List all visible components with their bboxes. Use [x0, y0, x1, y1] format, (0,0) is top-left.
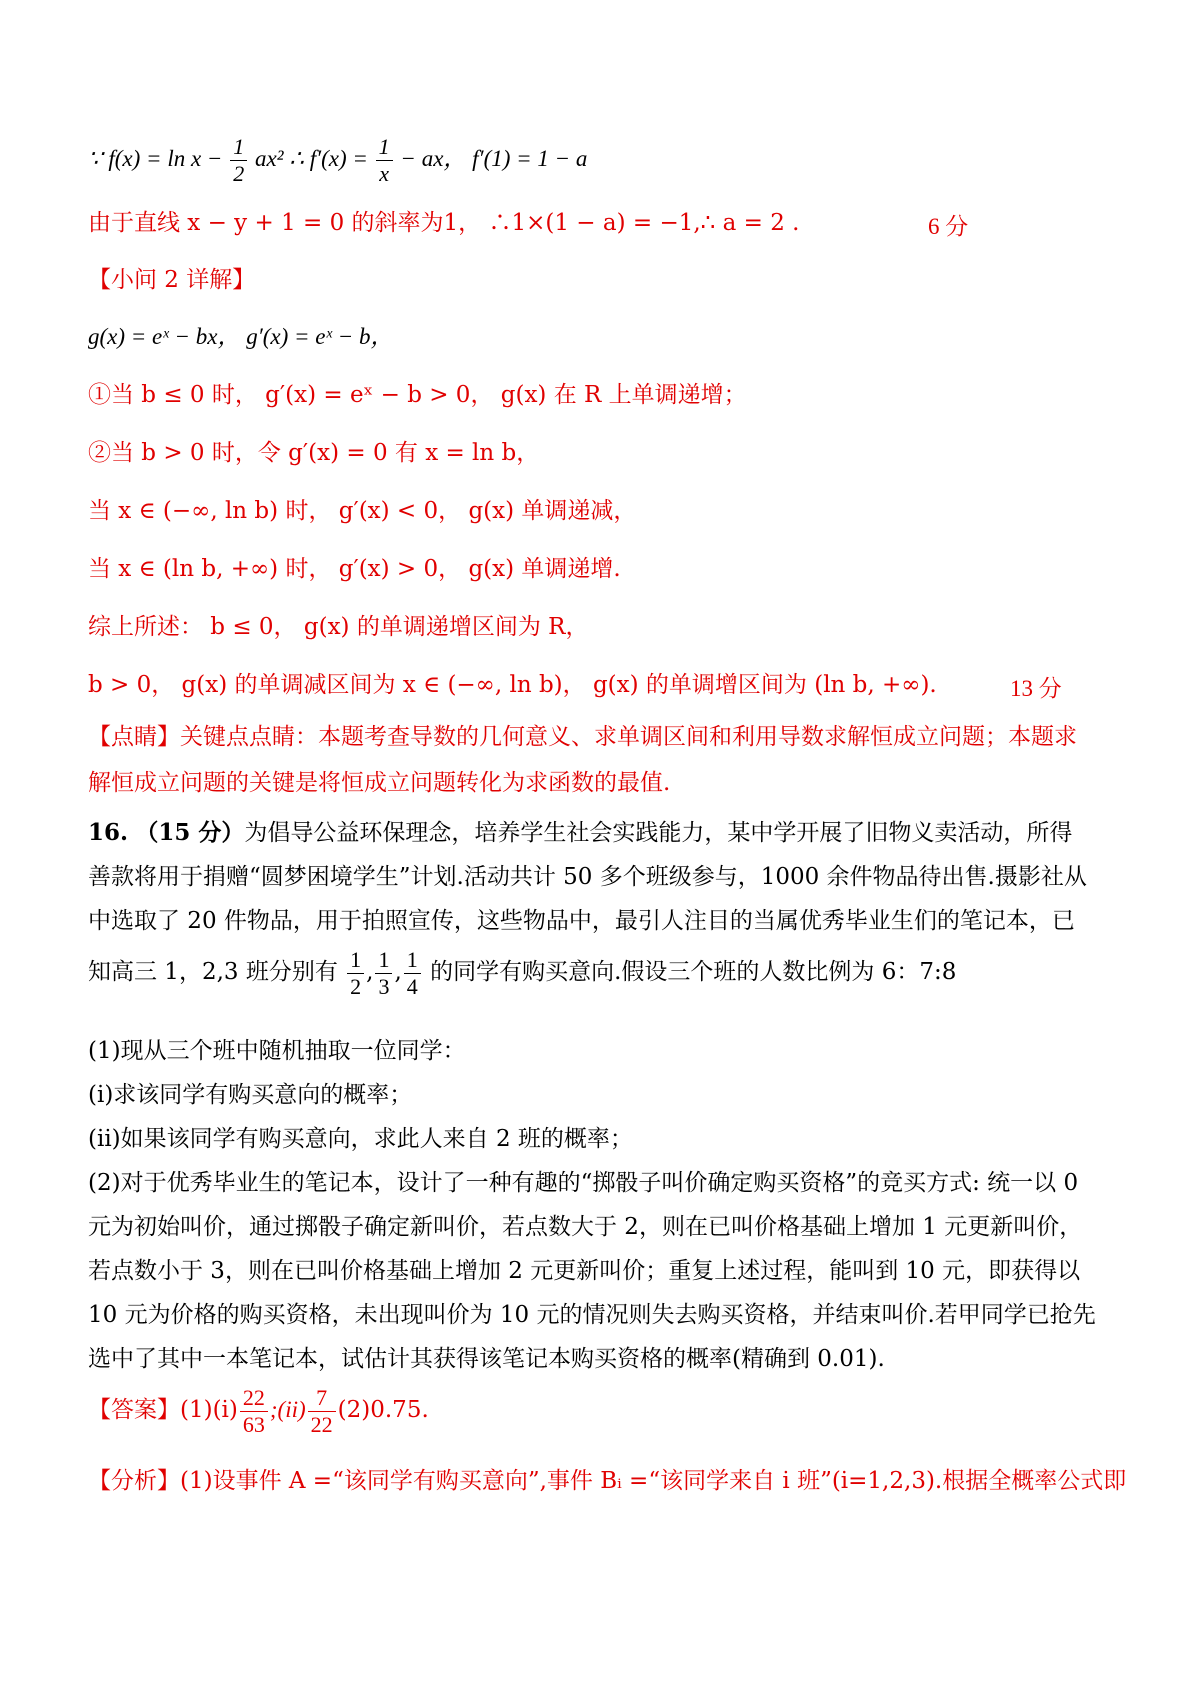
subquestion-2-heading: 【小问 2 详解】 — [88, 267, 256, 293]
case-1: ①当 b ≤ 0 时， g′(x) = eˣ − b > 0， g(x) 在 R 上单调递增； — [88, 382, 747, 408]
question-number: 16. — [88, 819, 129, 846]
case-2: ②当 b > 0 时，令 g′(x) = 0 有 x = ln b， — [88, 440, 540, 466]
question-16-part-1: (1)现从三个班中随机抽取一位同学： — [88, 1038, 466, 1064]
score-13: 13 分 — [1010, 676, 1062, 701]
text-segment: 为倡导公益环保理念，培养学生社会实践能力，某中学开展了旧物义卖活动，所得 — [244, 820, 1073, 846]
score-6: 6 分 — [928, 214, 969, 239]
text-segment: 的同学有购买意向.假设三个班的人数比例为 6：7:8 — [430, 959, 957, 985]
text-segment: ∵ f(x) = ln x − — [88, 145, 223, 171]
question-16-part-2-line-4: 10 元为价格的购买资格，未出现叫价为 10 元的情况则失去购买资格，并结束叫价.若甲同学已抢先 — [88, 1302, 1096, 1328]
summary-line-1: 综上所述： b ≤ 0， g(x) 的单调递增区间为 R， — [88, 614, 589, 640]
text-segment: (1)设事件 A =“该同学有购买意向”,事件 Bᵢ =“该同学来自 i 班”(i=1,2,3).根据全概率公式即 — [180, 1468, 1127, 1494]
g-definition: g(x) = eˣ − bx， g′(x) = eˣ − b， — [88, 324, 394, 349]
question-16-part-2-line-5: 选中了其中一本笔记本，试估计其获得该笔记本购买资格的概率(精确到 0.01). — [88, 1346, 885, 1372]
fraction: $\frac{1}{4}$ — [404, 947, 421, 1000]
question-16-line-4: 知高三 1，2,3 班分别有 $\frac{1}{2}$ , $\frac{1}{3}$ , $\frac{1}{4}$ 的同学有购买意向.假设三个班的人数比例为 6：7:8 — [88, 946, 957, 999]
slope-line: 由于直线 x − y + 1 = 0 的斜率为1， ∴1×(1 − a) = −1,∴ a = 2 . — [88, 210, 800, 236]
derivative-line — [88, 134, 1128, 187]
summary-line-2: b > 0， g(x) 的单调减区间为 x ∈ (−∞, ln b)， g(x) 的单调增区间为 (ln b, +∞). — [88, 672, 937, 698]
text-segment: (2)0.75. — [337, 1397, 429, 1423]
text-segment: ;(ii) — [269, 1397, 306, 1422]
text-segment: − ax， f′(1) = 1 − a — [400, 145, 588, 171]
question-16-part-2-line-3: 若点数小于 3，则在已叫价格基础上增加 2 元更新叫价；重复上述过程，能叫到 10 元，即获得以 — [88, 1258, 1081, 1284]
question-16-part-2-line-1: (2)对于优秀毕业生的笔记本，设计了一种有趣的“掷骰子叫价确定购买资格”的竞买方式: 统一以 0 — [88, 1170, 1079, 1196]
analysis-line — [88, 1466, 1128, 1496]
question-16-part-1i: (i)求该同学有购买意向的概率； — [88, 1082, 413, 1108]
key-point-2: 解恒成立问题的关键是将恒成立问题转化为求函数的最值. — [88, 770, 671, 796]
question-16-line-3: 中选取了 20 件物品，用于拍照宣传，这些物品中，最引人注目的当属优秀毕业生们的笔记本，已 — [88, 908, 1075, 934]
question-16-line-2: 善款将用于捐赠“圆梦困境学生”计划.活动共计 50 多个班级参与，1000 余件物品待出售.摄影社从 — [88, 864, 1087, 890]
question-points: （15 分） — [135, 819, 245, 846]
key-point-1: 【点睛】关键点点睛：本题考查导数的几何意义、求单调区间和利用导数求解恒成立问题；本题求 — [88, 724, 1077, 750]
fraction: $\frac{1}{2}$ — [347, 947, 364, 1000]
text-segment: (1)(i) — [180, 1397, 238, 1423]
question-16-part-2-line-2: 元为初始叫价，通过掷骰子确定新叫价，若点数大于 2，则在已叫价格基础上增加 1 元更新叫价， — [88, 1214, 1083, 1240]
fraction: $\frac{1}{3}$ — [375, 947, 392, 1000]
text-segment: 知高三 1，2,3 班分别有 — [88, 959, 338, 985]
fraction: $\frac{7}{22}$ — [308, 1385, 336, 1438]
fraction: $\frac{1}{2}$ — [230, 134, 247, 187]
increasing-interval: 当 x ∈ (ln b, +∞) 时， g′(x) > 0， g(x) 单调递增. — [88, 556, 621, 582]
fraction: $\frac{1}{x}$ — [376, 134, 393, 187]
decreasing-interval: 当 x ∈ (−∞, ln b) 时， g′(x) < 0， g(x) 单调递减， — [88, 498, 637, 524]
analysis-label: 【分析】 — [88, 1468, 180, 1494]
answer-label: 【答案】 — [88, 1397, 180, 1423]
question-16-line-1 — [88, 818, 1128, 848]
text-segment: ax² ∴ f′(x) = — [254, 145, 368, 171]
question-16-part-1ii: (ii)如果该同学有购买意向，求此人来自 2 班的概率； — [88, 1126, 633, 1152]
answer-line — [88, 1382, 1128, 1438]
fraction: $\frac{22}{63}$ — [240, 1385, 268, 1438]
